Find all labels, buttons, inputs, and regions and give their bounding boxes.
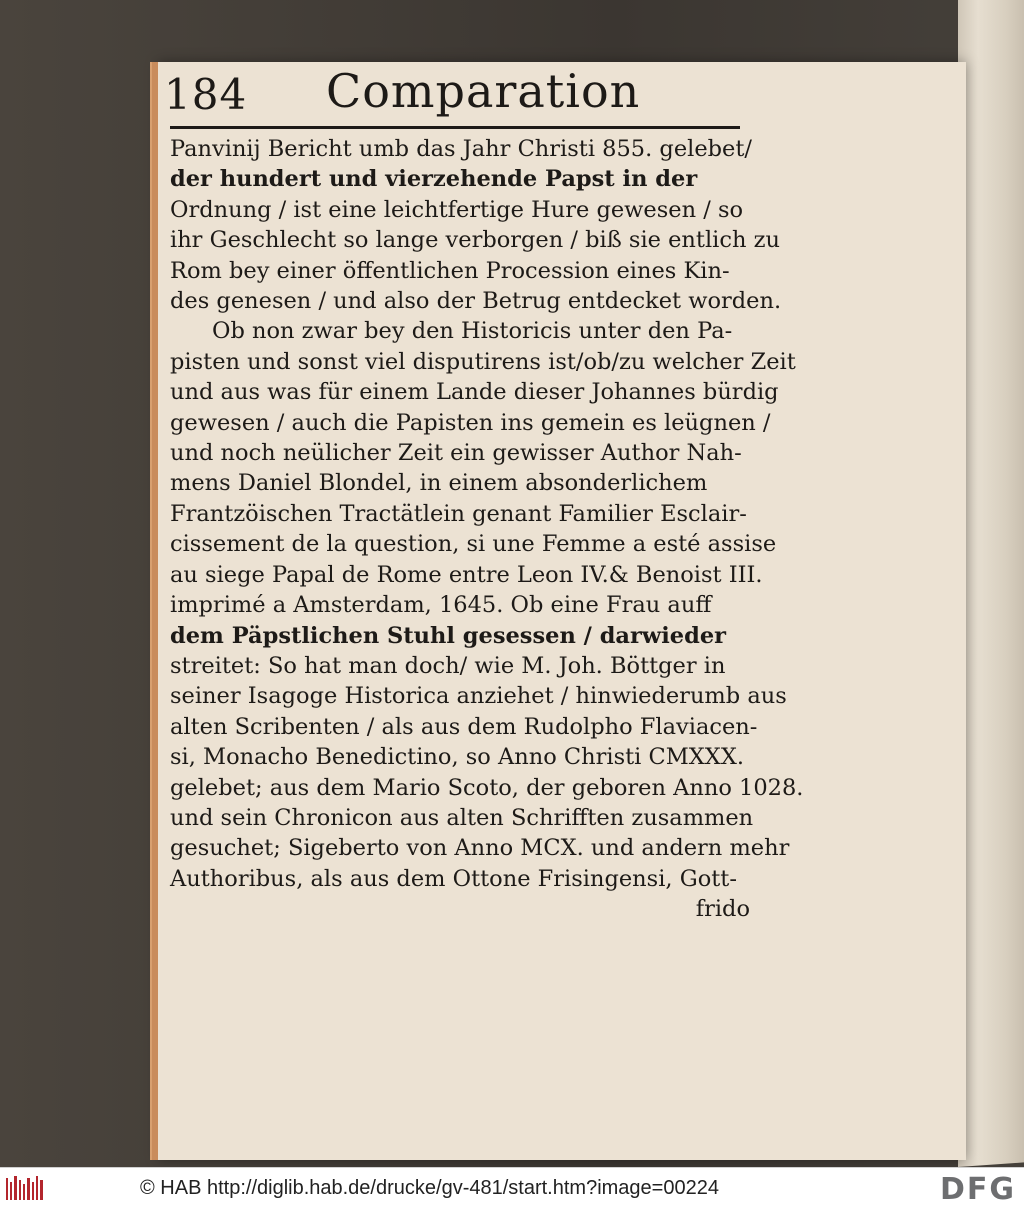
copyright-link[interactable]: © HAB http://diglib.hab.de/drucke/gv-481/start.htm?image=00224: [140, 1177, 719, 1199]
text-line: imprimé a Amsterdam, 1645. Ob eine Frau auff: [170, 592, 712, 619]
text-line: der hundert und vierzehende Papst in der: [170, 166, 698, 193]
text-line: mens Daniel Blondel, in einem absonderlichem: [170, 470, 708, 497]
text-line: gewesen / auch die Papisten ins gemein es leügnen /: [170, 409, 771, 436]
catchword: frido: [695, 896, 750, 923]
text-line: Panvinij Bericht umb das Jahr Christi 855. gelebet/: [170, 136, 752, 162]
text-line: cissement de la question, si une Femme a esté assise: [170, 531, 777, 558]
text-line: pisten und sonst viel disputirens ist/ob/zu welcher Zeit: [170, 348, 796, 375]
text-line: Ordnung / ist eine leichtfertige Hure gewesen / so: [170, 196, 744, 223]
text-line: si, Monacho Benedictino, so Anno Christi CMXXX.: [170, 744, 744, 771]
body-text: [170, 134, 804, 925]
dfg-logo: DFG: [939, 1172, 1016, 1207]
text-line: und sein Chronicon aus alten Schrifften zusammen: [170, 804, 754, 831]
text-line: alten Scribenten / als aus dem Rudolpho Flaviacen-: [170, 713, 758, 740]
barcode-icon: [6, 1176, 46, 1202]
text-line: Frantzöischen Tractätlein genant Familier Esclair-: [170, 500, 747, 527]
text-line: und noch neülicher Zeit ein gewisser Author Nah-: [170, 440, 742, 467]
text-line: seiner Isagoge Historica anziehet / hinwiederumb aus: [170, 683, 787, 710]
text-line: gesuchet; Sigeberto von Anno MCX. und andern mehr: [170, 835, 790, 862]
text-line: gelebet; aus dem Mario Scoto, der geboren Anno 1028.: [170, 774, 804, 801]
text-line: Ob non zwar bey den Historicis unter den Pa-: [212, 318, 733, 345]
text-line: streitet: So hat man doch/ wie M. Joh. Böttger in: [170, 652, 726, 679]
text-line: und aus was für einem Lande dieser Johannes bürdig: [170, 379, 779, 406]
text-line: ihr Geschlecht so lange verborgen / biß sie entlich zu: [170, 227, 780, 254]
text-line: Authoribus, als aus dem Ottone Frisingensi, Gott-: [170, 865, 737, 892]
text-line: dem Päpstlichen Stuhl gesessen / darwieder: [170, 622, 726, 649]
page-number: 184: [164, 70, 248, 119]
running-head: Comparation: [326, 64, 641, 118]
header-rule: [170, 126, 740, 129]
next-page-edge: [958, 0, 1024, 1167]
text-line: des genesen / und also der Betrug entdecket worden.: [170, 288, 782, 315]
text-line: au siege Papal de Rome entre Leon IV.& Benoist III.: [170, 561, 763, 588]
footer-bar: [0, 1167, 1024, 1210]
text-line: Rom bey einer öffentlichen Procession eines Kin-: [170, 257, 730, 284]
